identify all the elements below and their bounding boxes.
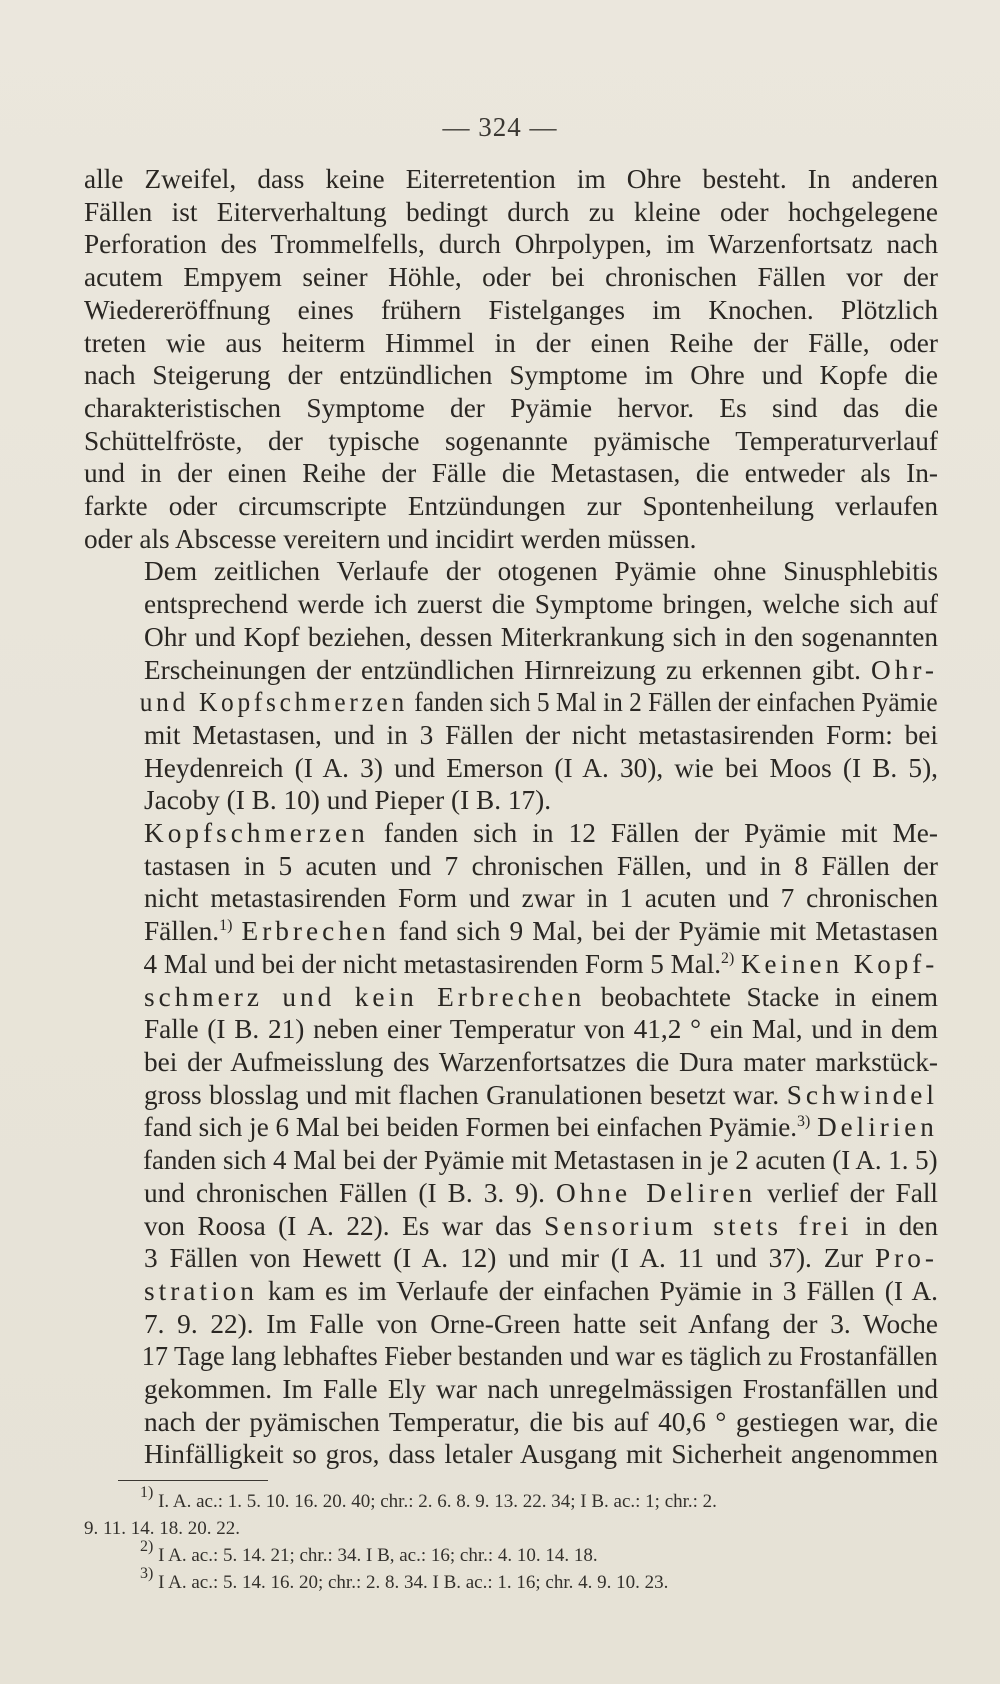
text-segment: 4 Mal und bei der nicht metastasirenden Form 5 Mal. [143, 948, 722, 979]
text-line: charakteristischen Symptome der Pyämie hervor. Es sind das die [84, 392, 938, 423]
text-segment: fanden sich 5 Mal in 2 Fällen der einfachen Pyämie [414, 687, 938, 718]
spaced-term: Delirien [817, 1112, 938, 1143]
spaced-term: Erbrechen [241, 916, 390, 947]
spaced-term: Pro- [874, 1243, 938, 1274]
footnote-ref: 2) [721, 949, 735, 967]
paragraph-3 [84, 817, 938, 1471]
footnote-divider [118, 1480, 268, 1481]
footnote-mark-number: 3 [140, 1565, 148, 1582]
footnote-3 [84, 1565, 938, 1596]
footnote-mark-number: 2 [140, 1538, 148, 1555]
spaced-term: stration [144, 1275, 258, 1306]
footnote-text: I A. ac.: 5. 14. 16. 20; chr.: 2. 8. 34. I B. ac.: 1. 16; chr. 4. 9. 10. 23. [158, 1572, 669, 1593]
text-line [84, 1210, 938, 1243]
text-line: Fällen ist Eiterverhaltung bedingt durch zu kleine oder hochgelegene [84, 196, 938, 227]
footnote-mark: 2) [140, 1538, 154, 1555]
text-line: und in der einen Reihe der Fälle die Metastasen, die entweder als In- [84, 458, 938, 489]
text-line: Perforation des Trommelfells, durch Ohrpolypen, im Warzenfortsatz nach [84, 229, 938, 260]
text-line [84, 915, 938, 948]
text-line: 7. 9. 22). Im Falle von Orne-Green hatte seit Anfang der 3. Woche [144, 1308, 938, 1339]
text-line [84, 948, 938, 981]
text-segment: verlief der Fall [767, 1177, 939, 1208]
text-line: tastasen in 5 acuten und 7 chronischen Fällen, und in 8 Fällen der [144, 850, 938, 881]
text-line: alle Zweifel, dass keine Eiterretention im Ohre besteht. In anderen [84, 164, 938, 194]
text-line: nach der pyämischen Temperatur, die bis auf 40,6 ° gestiegen war, die [144, 1406, 938, 1437]
text-line: Ohr und Kopf beziehen, dessen Miterkrankung sich in den sogenannten [144, 621, 938, 652]
text-segment: fanden sich in 12 Fällen der Pyämie mit Me- [383, 818, 939, 849]
footnote-2 [84, 1538, 938, 1569]
text-segment: fand sich 9 Mal, bei der Pyämie mit Metastasen [398, 916, 938, 947]
footnote-ref: 1) [219, 917, 233, 935]
spaced-term: Ohr- [871, 654, 938, 685]
text-line: acutem Empyem seiner Höhle, oder bei chronischen Fällen vor der [84, 262, 938, 293]
text-line: nach Steigerung der entzündlichen Symptome im Ohre und Kopfe die [84, 360, 938, 391]
text-line: mit Metastasen, und in 3 Fällen der nicht metastasirenden Form: bei [144, 719, 938, 750]
text-line [84, 1177, 938, 1210]
text-segment: beobachtete Stacke in einem [600, 981, 938, 1012]
text-segment: von Roosa (I A. 22). Es war das [144, 1210, 532, 1241]
paragraph-1 [84, 163, 938, 555]
text-line: 17 Tage lang lebhaftes Fieber bestanden und war es täglich zu Frostanfällen [141, 1341, 938, 1372]
text-line [84, 654, 938, 687]
text-line: nicht metastasirenden Form und zwar in 1 acuten und 7 chronischen [144, 883, 938, 914]
text-line [84, 817, 938, 850]
text-line: bei der Aufmeisslung des Warzenfortsatzes die Dura mater markstück- [144, 1046, 938, 1077]
paragraph-2 [84, 555, 938, 817]
text-segment: Erscheinungen der entzündlichen Hirnreizung zu erkennen gibt. [144, 654, 862, 685]
footnote-text: I. A. ac.: 1. 5. 10. 16. 20. 40; chr.: 2. 6. 8. 9. 13. 22. 34; I B. ac.: 1; chr.: 2. [158, 1491, 717, 1512]
footnote-ref-number: 3 [797, 1113, 805, 1131]
text-line: entsprechend werde ich zuerst die Symptome bringen, welche sich auf [144, 589, 938, 620]
text-line: Schüttelfröste, der typische sogenannte pyämische Temperaturverlauf [84, 425, 938, 456]
spaced-term: Keinen Kopf- [741, 948, 939, 979]
spaced-term: Kopfschmerzen [144, 818, 369, 849]
text-line: gekommen. Im Falle Ely war nach unregelmässigen Frostanfällen und [144, 1374, 938, 1405]
text-line: Falle (I B. 21) neben einer Temperatur von 41,2 ° ein Mal, und in dem [144, 1014, 938, 1045]
spaced-term: und Kopfschmerzen [139, 687, 408, 718]
spaced-term: Ohne Deliren [556, 1177, 757, 1208]
text-line [84, 686, 938, 719]
text-segment: kam es im Verlaufe der einfachen Pyämie in 3 Fällen (I A. [267, 1275, 938, 1306]
footnote-ref-number: 2 [721, 949, 729, 967]
text-line [84, 981, 938, 1014]
text-line: Jacoby (I B. 10) und Pieper (I B. 17). [144, 785, 552, 816]
text-line: Wiedereröffnung eines frühern Fistelganges im Knochen. Plötzlich [84, 294, 938, 325]
footnote-ref-number: 1 [219, 917, 228, 935]
footnote-mark-number: 1 [140, 1484, 148, 1501]
main-text [84, 163, 938, 1471]
footnote-mark: 1) [140, 1484, 154, 1501]
spaced-term: schmerz und kein Erbrechen [144, 981, 586, 1012]
text-line [84, 1275, 938, 1308]
text-segment: Fällen. [144, 916, 220, 947]
footnote-1-continued: 9. 11. 14. 18. 20. 22. [84, 1518, 241, 1539]
text-line [84, 1079, 938, 1112]
text-line: Dem zeitlichen Verlaufe der otogenen Pyämie ohne Sinusphlebitis [144, 556, 938, 587]
spaced-term: Schwindel [786, 1079, 938, 1110]
footnote-text: I A. ac.: 5. 14. 21; chr.: 34. I B, ac.: 16; chr.: 4. 10. 14. 18. [158, 1545, 598, 1566]
text-line: Heydenreich (I A. 3) und Emerson (I A. 30), wie bei Moos (I B. 5), [144, 752, 938, 783]
text-line: Hinfälligkeit so gros, dass letaler Ausgang mit Sicherheit angenommen [144, 1439, 938, 1470]
text-segment: gross blosslag und mit flachen Granulationen besetzt war. [144, 1079, 780, 1110]
text-segment: 3 Fällen von Hewett (I A. 12) und mir (I A. 11 und 37). Zur [144, 1243, 864, 1274]
text-line: fanden sich 4 Mal bei der Pyämie mit Metastasen in je 2 acuten (I A. 1. 5) [143, 1145, 938, 1176]
text-line [84, 1242, 938, 1275]
text-segment: fand sich je 6 Mal bei beiden Formen bei einfachen Pyämie. [143, 1112, 798, 1143]
page-number: — 324 — [442, 112, 558, 142]
text-line: treten wie aus heiterm Himmel in der einen Reihe der Fälle, oder [84, 327, 938, 358]
text-segment: in den [864, 1210, 938, 1241]
footnote-1 [84, 1484, 938, 1515]
footnote-mark: 3) [140, 1565, 154, 1582]
footnotes [84, 1484, 938, 1596]
text-line: farkte oder circumscripte Entzündungen zur Spontenheilung verlaufen [84, 491, 938, 522]
text-line [84, 1111, 938, 1144]
text-line: oder als Abscesse vereitern und incidirt werden müssen. [84, 523, 697, 554]
spaced-term: Sensorium stets frei [544, 1210, 853, 1241]
text-segment: und chronischen Fällen (I B. 3. 9). [144, 1177, 545, 1208]
footnote-ref: 3) [797, 1113, 811, 1131]
